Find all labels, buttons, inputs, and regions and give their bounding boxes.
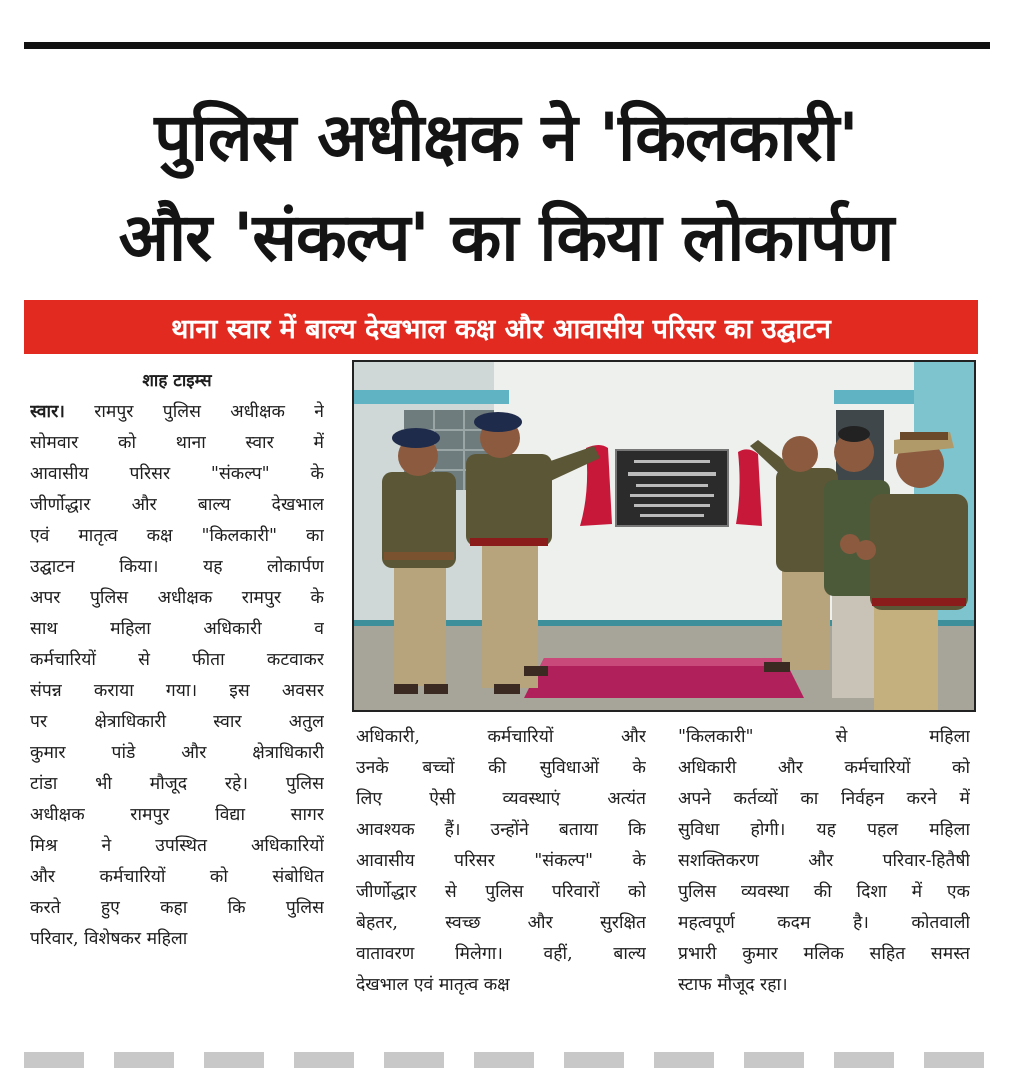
- article-line: उनके बच्चों की सुविधाओं के: [356, 758, 646, 778]
- dateline: स्वार।: [30, 402, 65, 422]
- article-line: आवासीय परिसर "संकल्प" के: [30, 464, 324, 484]
- article-line: मिश्र ने उपस्थित अधिकारियों: [30, 836, 324, 856]
- event-photo: [352, 360, 976, 712]
- subheadline-banner: [24, 300, 978, 354]
- article-line: [30, 397, 324, 428]
- headline-line-2: और 'संकल्प' का किया लोकार्पण: [118, 199, 894, 276]
- article-column-middle: [356, 722, 646, 1001]
- article-line: जीर्णोद्धार और बाल्य देखभाल: [30, 495, 324, 515]
- article-line: प्रभारी कुमार मलिक सहित समस्त: [678, 944, 970, 964]
- article-line: "किलकारी" से महिला: [678, 727, 970, 747]
- article-column-left: [30, 366, 324, 955]
- article-line: साथ महिला अधिकारी व: [30, 619, 324, 639]
- article-line: जीर्णोद्धार से पुलिस परिवारों को: [356, 882, 646, 902]
- article-line: आवश्यक हैं। उन्होंने बताया कि: [356, 820, 646, 840]
- article-column-right: [678, 722, 970, 1001]
- article-line: उद्घाटन किया। यह लोकार्पण: [30, 557, 324, 577]
- article-line: अधीक्षक रामपुर विद्या सागर: [30, 805, 324, 825]
- next-article-cutoff: [24, 1052, 990, 1068]
- article-line: संपन्न कराया गया। इस अवसर: [30, 681, 324, 701]
- article-line: पर क्षेत्राधिकारी स्वार अतुल: [30, 712, 324, 732]
- article-line: कुमार पांडे और क्षेत्राधिकारी: [30, 743, 324, 763]
- top-rule: [24, 42, 990, 49]
- plaque-unveiling-illustration: [354, 362, 974, 710]
- byline: शाह टाइम्स: [142, 371, 212, 391]
- article-line: परिवार, विशेषकर महिला: [30, 929, 188, 949]
- article-line: करते हुए कहा कि पुलिस: [30, 898, 324, 918]
- article-line: स्टाफ मौजूद रहा।: [678, 975, 788, 995]
- article-text: रामपुर पुलिस अधीक्षक ने: [64, 402, 324, 422]
- article-line: महत्वपूर्ण कदम है। कोतवाली: [678, 913, 970, 933]
- article-line: सशक्तिकरण और परिवार-हितैषी: [678, 851, 970, 871]
- article-line: एवं मातृत्व कक्ष "किलकारी" का: [30, 526, 324, 546]
- article-line: वातावरण मिलेगा। वहीं, बाल्य: [356, 944, 646, 964]
- article-line: टांडा भी मौजूद रहे। पुलिस: [30, 774, 324, 794]
- article-line: अपर पुलिस अधीक्षक रामपुर के: [30, 588, 324, 608]
- article-line: सोमवार को थाना स्वार में: [30, 433, 324, 453]
- subheadline-text: थाना स्वार में बाल्य देखभाल कक्ष और आवासीय परिसर का उद्घाटन: [171, 313, 831, 345]
- article-line: आवासीय परिसर "संकल्प" के: [356, 851, 646, 871]
- article-line: अधिकारी और कर्मचारियों को: [678, 758, 970, 778]
- article-line: देखभाल एवं मातृत्व कक्ष: [356, 975, 510, 995]
- article-line: लिए ऐसी व्यवस्थाएं अत्यंत: [356, 789, 646, 809]
- article-line: और कर्मचारियों को संबोधित: [30, 867, 324, 887]
- article-line: कर्मचारियों से फीता कटवाकर: [30, 650, 324, 670]
- article-line: बेहतर, स्वच्छ और सुरक्षित: [356, 913, 646, 933]
- article-line: सुविधा होगी। यह पहल महिला: [678, 820, 970, 840]
- article-line: अपने कर्तव्यों का निर्वहन करने में: [678, 789, 970, 809]
- headline-line-1: पुलिस अधीक्षक ने 'किलकारी': [154, 99, 858, 176]
- article-line: अधिकारी, कर्मचारियों और: [356, 727, 646, 747]
- article-line: पुलिस व्यवस्था की दिशा में एक: [678, 882, 970, 902]
